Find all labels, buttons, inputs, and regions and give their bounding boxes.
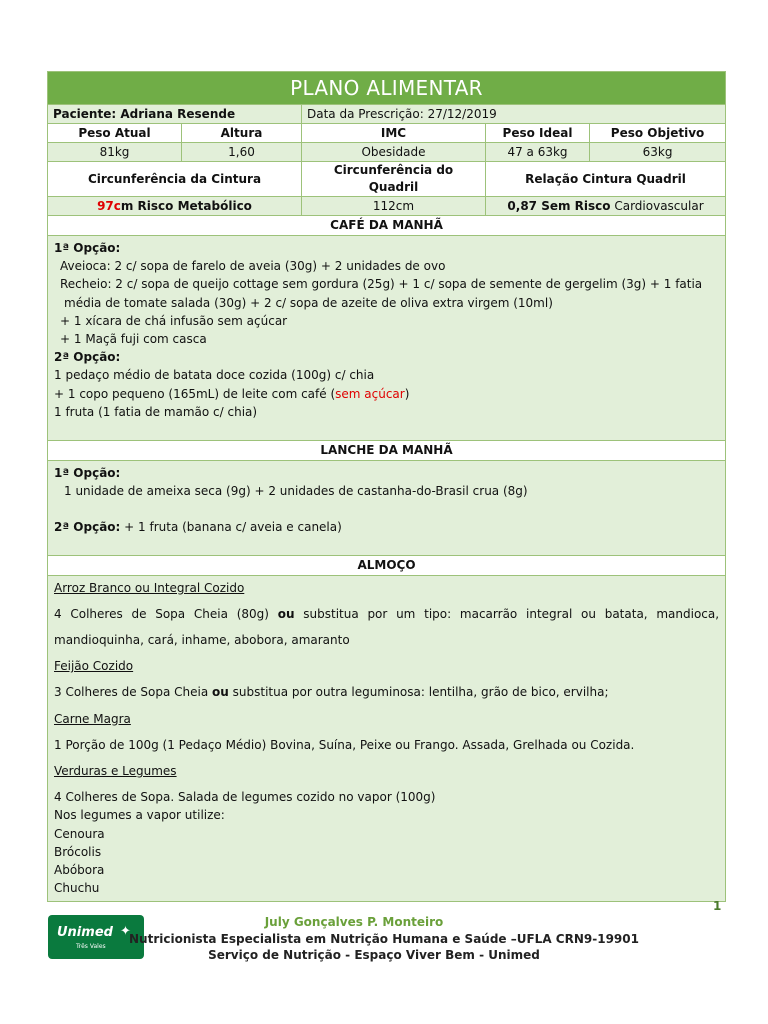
feijao-substitutes: substitua por outra leguminosa: lentilha, grão de bico, ervilha;	[228, 685, 609, 700]
almoco-feijao-text	[54, 683, 719, 701]
spacer	[54, 500, 719, 518]
lanche-option1-line: 1 unidade de ameixa seca (9g) + 2 unidades de castanha-do-Brasil crua (8g)	[64, 484, 528, 499]
cafe-option1-label: 1ª Opção:	[54, 241, 121, 255]
almoco-arroz-text	[54, 601, 719, 653]
service-name: Serviço de Nutrição - Espaço Viver Bem - Unimed	[208, 948, 540, 962]
ratio-value: 0,87 Sem Risco	[507, 198, 611, 213]
value-altura: 1,60	[182, 143, 302, 162]
section-lanche-content	[48, 461, 726, 556]
value-peso-atual: 81kg	[48, 143, 182, 162]
almoco-verduras-title: Verduras e Legumes	[54, 764, 177, 779]
section-almoco-heading: ALMOÇO	[48, 556, 726, 576]
ratio-risk: Cardiovascular	[610, 198, 704, 213]
waist-risk: m Risco Metabólico	[120, 198, 252, 213]
meal-plan-table	[47, 71, 726, 902]
meal-plan-document	[47, 71, 725, 902]
header-peso-objetivo: Peso Objetivo	[590, 124, 726, 143]
section-cafe-heading: CAFÉ DA MANHÃ	[48, 216, 726, 236]
value-peso-ideal: 47 a 63kg	[486, 143, 590, 162]
header-imc: IMC	[302, 124, 486, 143]
unimed-tree-icon: ✦	[120, 924, 131, 939]
waist-number: 97c	[97, 198, 121, 213]
lanche-option2-text: + 1 fruta (banana c/ aveia e canela)	[120, 520, 342, 535]
value-hip: 112cm	[302, 197, 486, 216]
logo-wordmark: Unimed	[57, 925, 113, 940]
almoco-verduras-line: 4 Colheres de Sopa. Salada de legumes cozido no vapor (100g)	[54, 790, 436, 805]
feijao-portion: 3 Colheres de Sopa Cheia	[54, 685, 213, 700]
value-waist	[48, 197, 302, 216]
cafe-option2-line: 1 pedaço médio de batata doce cozida (100g) c/ chia	[54, 368, 375, 383]
almoco-carne-text: 1 Porção de 100g (1 Pedaço Médio) Bovina, Suína, Peixe ou Frango. Assada, Grelhada ou Cozida.	[54, 737, 635, 752]
lanche-option1-label: 1ª Opção:	[54, 466, 121, 480]
cafe-option1-line: + 1 Maçã fuji com casca	[60, 332, 207, 347]
header-waist-hip-ratio: Relação Cintura Quadril	[486, 162, 726, 197]
almoco-verduras-line: Cenoura	[54, 826, 105, 841]
cafe-option2-text: + 1 copo pequeno (165mL) de leite com café (	[54, 386, 336, 401]
cafe-option1-line: Aveioca: 2 c/ sopa de farelo de aveia (30g) + 2 unidades de ovo	[60, 259, 446, 274]
header-peso-atual: Peso Atual	[48, 124, 182, 143]
nutritionist-credentials: Nutricionista Especialista em Nutrição Humana e Saúde –UFLA CRN9-19901	[129, 932, 639, 946]
cafe-option2-line: 1 fruta (1 fatia de mamão c/ chia)	[54, 404, 258, 419]
arroz-portion: 4 Colheres de Sopa Cheia (80g)	[54, 607, 278, 622]
arroz-or: ou	[277, 607, 295, 622]
almoco-arroz-title: Arroz Branco ou Integral Cozido	[54, 581, 245, 595]
almoco-verduras-line: Abóbora	[54, 863, 105, 878]
header-hip: Circunferência do Quadril	[302, 162, 486, 197]
header-waist: Circunferência da Cintura	[48, 162, 302, 197]
header-altura: Altura	[182, 124, 302, 143]
cafe-option2-text: )	[404, 386, 410, 401]
value-peso-objetivo: 63kg	[590, 143, 726, 162]
cafe-option2-line	[54, 385, 719, 403]
document-title: PLANO ALIMENTAR	[48, 72, 726, 105]
prescription-date: Data da Prescrição: 27/12/2019	[302, 105, 726, 124]
patient-name: Paciente: Adriana Resende	[48, 105, 302, 124]
section-almoco-content	[48, 576, 726, 902]
nutritionist-name: July Gonçalves P. Monteiro	[264, 915, 444, 929]
value-waist-hip-ratio	[486, 197, 726, 216]
almoco-verduras-line: Brócolis	[54, 844, 102, 859]
almoco-carne-title: Carne Magra	[54, 711, 131, 726]
cafe-option1-line: média de tomate salada (30g) + 2 c/ sopa de azeite de oliva extra virgem (10ml)	[64, 295, 553, 310]
lanche-option2-label: 2ª Opção:	[54, 520, 121, 535]
header-peso-ideal: Peso Ideal	[486, 124, 590, 143]
almoco-verduras-line: Nos legumes a vapor utilize:	[54, 808, 225, 823]
almoco-feijao-title: Feijão Cozido	[54, 659, 134, 674]
almoco-verduras-line: Chuchu	[54, 881, 100, 896]
value-imc: Obesidade	[302, 143, 486, 162]
page-number: 1	[713, 899, 722, 913]
lanche-option2-line	[54, 518, 719, 536]
cafe-option2-label: 2ª Opção:	[54, 350, 121, 365]
cafe-option1-line: + 1 xícara de chá infusão sem açúcar	[60, 313, 288, 328]
logo-subtitle: Três Vales	[76, 943, 106, 950]
section-lanche-heading: LANCHE DA MANHÃ	[48, 441, 726, 461]
sem-acucar-note: sem açúcar	[335, 386, 405, 401]
section-cafe-content	[48, 236, 726, 441]
cafe-option1-line: Recheio: 2 c/ sopa de queijo cottage sem gordura (25g) + 1 c/ sopa de semente de gergelim (3g) + 1 fatia	[60, 277, 703, 292]
feijao-or: ou	[212, 685, 229, 700]
arroz-substitutes: substitua por um tipo: macarrão integral ou batata, mandioca, mandioquinha, cará, inhame, abobora, amaranto	[54, 607, 720, 648]
